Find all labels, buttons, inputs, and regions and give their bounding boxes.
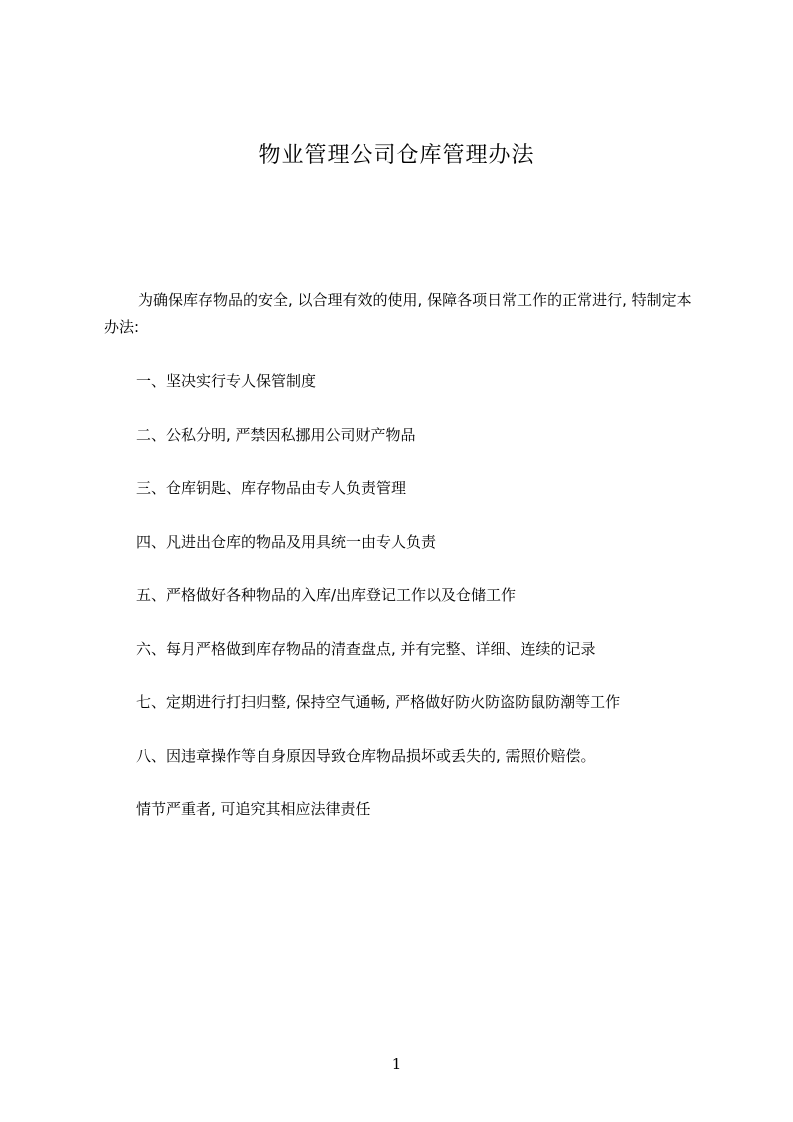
rule-1: 一、坚决实行专人保管制度 [136, 372, 317, 390]
rule-3: 三、仓库钥匙、库存物品由专人负责管理 [136, 479, 407, 497]
rule-7: 七、定期进行打扫归整, 保持空气通畅, 严格做好防火防盗防鼠防潮等工作 [136, 693, 621, 711]
page-title: 物业管理公司仓库管理办法 [258, 143, 535, 168]
rules-list [136, 369, 716, 851]
intro-paragraph: 为确保库存物品的安全, 以合理有效的使用, 保障各项日常工作的正常进行, 特制定本办法: [104, 291, 692, 336]
rule-9-note: 情节严重者, 可追究其相应法律责任 [136, 800, 371, 818]
rule-5: 五、严格做好各种物品的入库/出库登记工作以及仓储工作 [136, 586, 517, 604]
rule-8: 八、因违章操作等自身原因导致仓库物品损坏或丢失的, 需照价赔偿。 [136, 746, 596, 765]
rule-4: 四、凡进出仓库的物品及用具统一由专人负责 [136, 532, 437, 551]
rule-6: 六、每月严格做到库存物品的清查盘点, 并有完整、详细、连续的记录 [136, 639, 596, 658]
rule-2: 二、公私分明, 严禁因私挪用公司财产物品 [136, 425, 416, 444]
page-number: 1 [391, 1055, 402, 1073]
